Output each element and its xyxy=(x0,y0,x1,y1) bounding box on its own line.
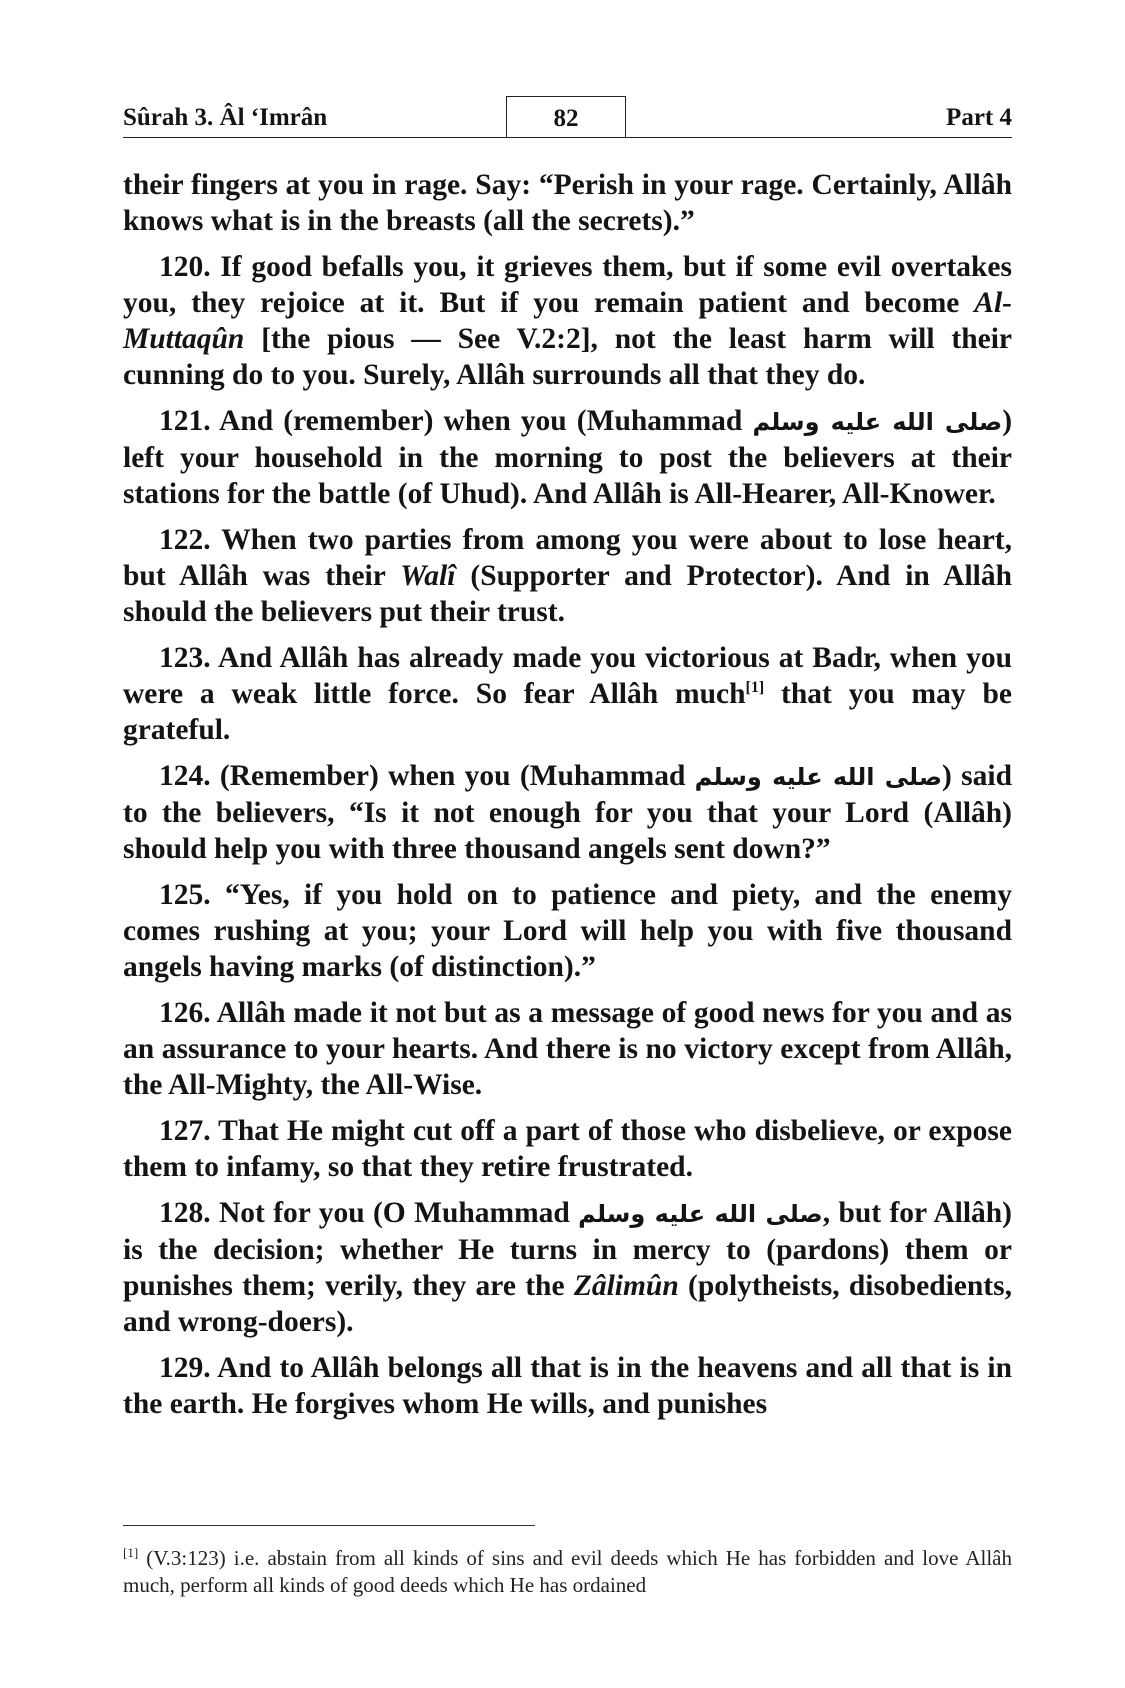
verse-123: 123. And Allâh has already made you victorious at Badr, when you were a weak little force. So fear Allâh much[1] that you may be grateful. xyxy=(123,642,1012,746)
footnote-mark: [1] xyxy=(123,1545,139,1560)
page-number: 82 xyxy=(506,96,626,138)
term-al-muttaqun: Al-Muttaqûn xyxy=(123,287,1012,355)
verse-129: 129. And to Allâh belongs all that is in the heavens and all that is in the earth. He forgives whom He wills, and punishes xyxy=(123,1352,1012,1420)
verse-126: 126. Allâh made it not but as a message of good news for you and as an assurance to your hearts. And there is no victory except from Allâh, the All-Mighty, the All-Wise. xyxy=(123,997,1012,1101)
verse-127: 127. That He might cut off a part of those who disbelieve, or expose them to infamy, so that they retire frustrated. xyxy=(123,1115,1012,1183)
part-label: Part 4 xyxy=(946,104,1012,131)
page-body xyxy=(123,167,1012,1432)
term-zalimun: Zâlimûn xyxy=(573,1270,679,1302)
footnote-text: (V.3:123) i.e. abstain from all kinds of sins and evil deeds which He has forbidden and love Allâh much, perform all kinds of good deeds which He has ordained xyxy=(123,1546,1012,1597)
paragraph-continuation: their fingers at you in rage. Say: “Perish in your rage. Certainly, Allâh knows what is in the breasts (all the secrets).” xyxy=(123,169,1012,237)
verse-124: 124. (Remember) when you (Muhammad صلى الله عليه وسلم) said to the believers, “Is it not enough for you that your Lord (Allâh) should help you with three thousand angels sent down?” xyxy=(123,760,1013,865)
term-wali: Walî xyxy=(400,560,456,592)
verse-120: 120. If good befalls you, it grieves them, but if some evil overtakes you, they rejoice at it. But if you remain patient and become Al-Muttaqûn [the pious — See V.2:2], not the least harm will their cunning do to you. Surely, Allâh surrounds all that they do. xyxy=(123,251,1012,391)
arabic-salutation: صلى الله عليه وسلم xyxy=(694,763,943,791)
surah-title: Sûrah 3. Âl ‘Imrân xyxy=(123,104,328,131)
verse-121: 121. And (remember) when you (Muhammad صلى الله عليه وسلم) left your household in the morning to post the believers at their stations for the battle (of Uhud). And Allâh is All-Hearer, All-Knower. xyxy=(123,405,1013,510)
verse-128: 128. Not for you (O Muhammad صلى الله عليه وسلم, but for Allâh) is the decision; whether He turns in mercy to (pardons) them or punishes them; verily, they are the Zâlimûn (polytheists, disobedients, and wrong-doers). xyxy=(123,1197,1012,1338)
page-header xyxy=(123,96,1012,138)
footnote-divider xyxy=(123,1525,535,1526)
verse-122: 122. When two parties from among you were about to lose heart, but Allâh was their Walî (Supporter and Protector). And in Allâh should the believers put their trust. xyxy=(123,524,1012,628)
arabic-salutation: صلى الله عليه وسلم xyxy=(578,1200,823,1228)
arabic-salutation: صلى الله عليه وسلم xyxy=(752,408,1003,436)
verse-125: 125. “Yes, if you hold on to patience and piety, and the enemy comes rushing at you; your Lord will help you with five thousand angels having marks (of distinction).” xyxy=(123,879,1012,983)
footnote-reference[interactable]: [1] xyxy=(745,679,765,697)
footnote xyxy=(123,1545,1012,1599)
header-rule xyxy=(123,137,1012,138)
